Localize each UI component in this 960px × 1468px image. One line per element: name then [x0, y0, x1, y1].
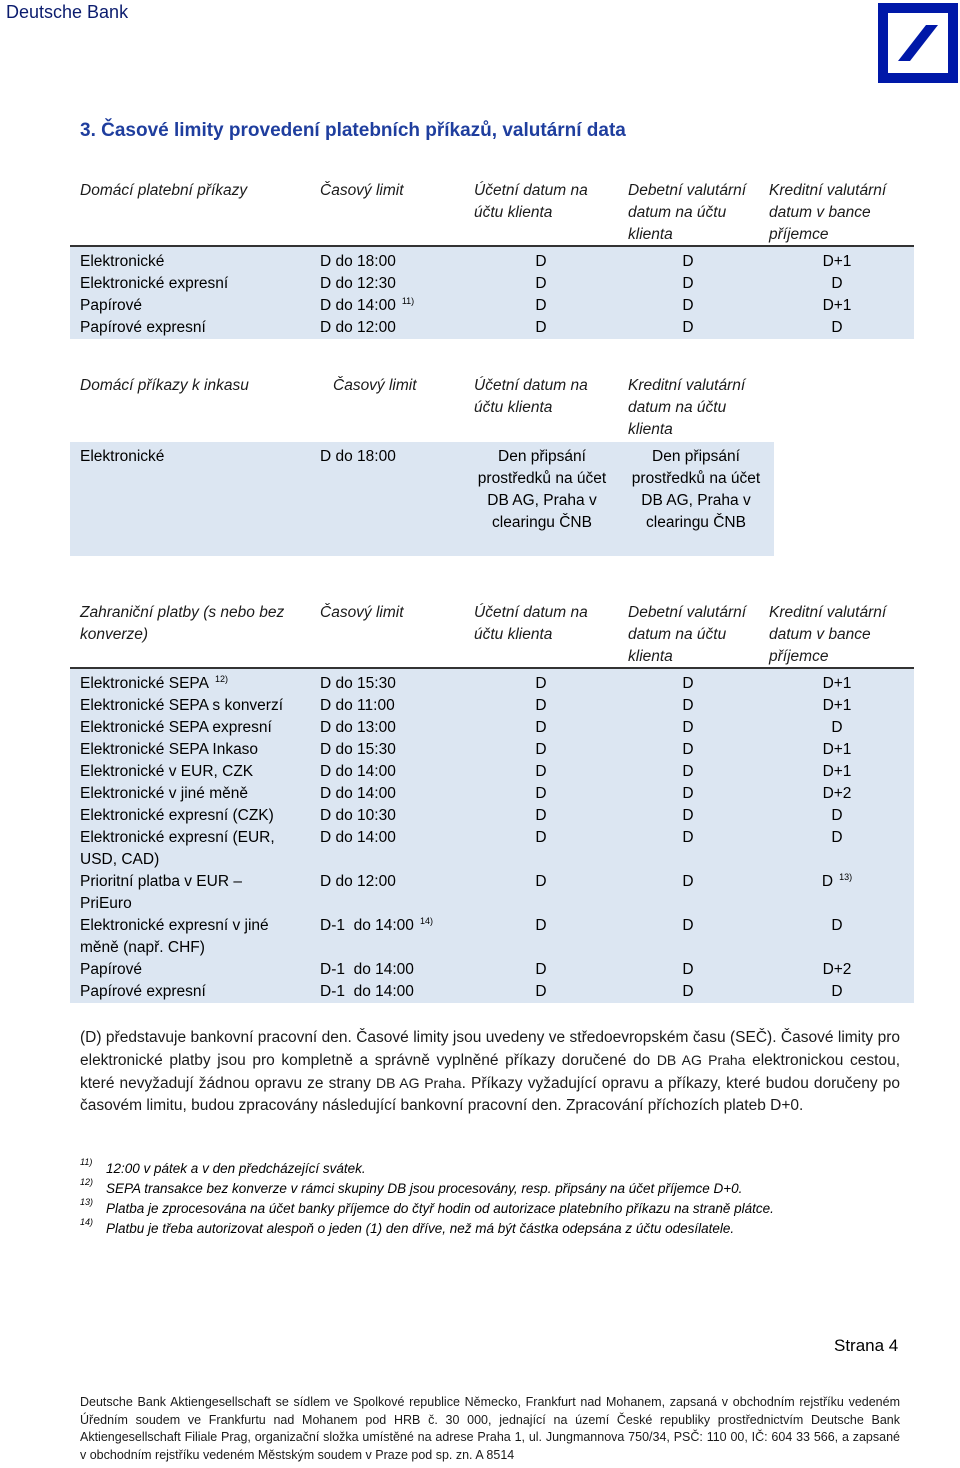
page-number: Strana 4: [834, 1336, 899, 1355]
cell-type: Elektronické SEPA Inkaso: [80, 741, 259, 758]
cell-debit: D: [682, 917, 694, 934]
cell-debit: D: [682, 961, 694, 978]
cell-limit: D do 14:00 $^{11)}$: [320, 296, 415, 314]
table-row: [70, 673, 914, 695]
cell-limit: D-1 do 14:00: [320, 983, 414, 1000]
footnotes: [80, 1158, 900, 1238]
table-row: [70, 761, 914, 783]
cell-type: Elektronické expresní (EUR, USD, CAD): [80, 829, 275, 868]
header-limit: Časový limit: [333, 377, 417, 394]
table-row: [70, 273, 914, 295]
cell-limit: D do 12:30: [320, 275, 396, 292]
cell-limit: D do 18:00: [320, 448, 396, 465]
cell-accounting: Den připsání prostředků na účet DB AG, Praha v clearingu ČNB: [477, 448, 607, 531]
cell-debit: D: [682, 253, 694, 270]
cell-debit: D: [682, 697, 694, 714]
footnote-marker: 11): [401, 296, 415, 306]
cell-limit: D do 10:30: [320, 807, 396, 824]
header-debit-value-date: Debetní valutární datum na účtu klienta: [628, 604, 747, 665]
table-row: [70, 915, 914, 959]
cell-accounting: D: [535, 275, 547, 292]
cell-type: Elektronické v EUR, CZK: [80, 763, 254, 780]
footnote-marker: 12): [214, 674, 228, 684]
cell-debit: D: [682, 719, 694, 736]
cell-credit: D+1: [822, 675, 852, 692]
cell-type: Elektronické SEPA expresní: [80, 719, 272, 736]
cell-type: Papírové: [80, 961, 143, 978]
cell-debit: D: [682, 319, 694, 336]
cell-accounting: D: [535, 697, 547, 714]
cell-debit: D: [682, 297, 694, 314]
cell-limit: D do 14:00: [320, 763, 396, 780]
table-row: [70, 959, 914, 981]
cell-accounting: D: [535, 741, 547, 758]
footnote: 12) SEPA transakce bez konverze v rámci skupiny DB jsou procesovány, resp. připsány na účet příjemce D+0.: [80, 1177, 743, 1196]
cell-type: Elektronické: [80, 448, 165, 465]
deutsche-bank-logo-icon: [878, 3, 958, 83]
header-limit: Časový limit: [320, 604, 404, 621]
cell-credit: D+1: [822, 741, 852, 758]
cell-type: Elektronické v jiné měně: [80, 785, 248, 802]
table-row: [70, 251, 914, 273]
legal-footer: Deutsche Bank Aktiengesellschaft se sídlem ve Spolkové republice Německo, Frankfurt nad Mohanem, zapsaná v obchodním rejstříku vedeném Úředním soudem ve Frankfurtu nad Mohanem pod HRB č. 30 000, jednající na území České republiky prostřednictvím Deutsche Bank Aktiengesellschaft Filiale Prag, organizační složka umístěné na adrese Praha 1, ul. Jungmannova 750/34, PSČ: 110 00, IČ: 604 33 566, a zapsané v obchodním rejstříku vedeném Městským soudem v Praze pod sp. zn. A 8514: [80, 1395, 900, 1462]
cell-limit: D do 13:00: [320, 719, 396, 736]
header-accounting-date: Účetní datum na účtu klienta: [474, 604, 588, 643]
cell-accounting: D: [535, 873, 547, 890]
table-header: [70, 375, 914, 441]
cell-credit: D $^{13)}$: [821, 872, 853, 890]
table-row: [70, 295, 914, 317]
cell-accounting: D: [535, 297, 547, 314]
cell-accounting: D: [535, 961, 547, 978]
explanation-paragraph: (D) představuje bankovní pracovní den. Časové limity jsou uvedeny ve středoevropském času (SEČ). Časové limity pro elektronické platby jsou pro kompletně a správně vyplněné příkazy doručené do DB AG Praha elektronickou cestou, které nevyžadují žádnou opravu ze strany DB AG Praha. Příkazy vyžadující opravu a příkazy, které budou doručeny po časovém limitu, budou zpracovány následující bankovní pracovní den. Zpracování příchozích plateb D+0.: [80, 1029, 901, 1114]
table-row: [70, 981, 914, 1003]
cell-limit: D do 15:30: [320, 675, 396, 692]
cell-debit: D: [682, 983, 694, 1000]
cell-debit: D: [682, 807, 694, 824]
cell-debit: D: [682, 675, 694, 692]
cell-credit: D: [831, 275, 843, 292]
cell-credit: D+1: [822, 253, 852, 270]
cell-accounting: D: [535, 983, 547, 1000]
header-accounting-date: Účetní datum na účtu klienta: [474, 182, 588, 221]
cell-limit: D-1 do 14:00 $^{14)}$: [320, 916, 433, 934]
foreign-payments-table: [70, 602, 914, 1000]
cell-credit: D+1: [822, 763, 852, 780]
cell-credit: D+2: [822, 961, 852, 978]
cell-debit: D: [682, 275, 694, 292]
cell-limit: D do 15:30: [320, 741, 396, 758]
cell-accounting: D: [535, 807, 547, 824]
table-row: [70, 695, 914, 717]
section-title: 3. Časové limity provedení platebních příkazů, valutární data: [80, 120, 626, 141]
domestic-inkaso-table: [70, 375, 914, 531]
table-header: [70, 602, 914, 668]
cell-credit: D: [831, 983, 843, 1000]
cell-accounting: D: [535, 253, 547, 270]
cell-limit: D do 12:00: [320, 873, 396, 890]
cell-accounting: D: [535, 785, 547, 802]
header-type: Zahraniční platby (s nebo bez konverze): [80, 604, 285, 643]
cell-type: Papírové: [80, 297, 143, 314]
footnote-marker: 14): [419, 916, 433, 926]
cell-accounting: D: [535, 719, 547, 736]
header-accounting-date: Účetní datum na účtu klienta: [474, 377, 588, 416]
cell-credit: D+1: [822, 697, 852, 714]
header-type: Domácí platební příkazy: [80, 182, 248, 199]
cell-accounting: D: [535, 675, 547, 692]
table-row: [70, 783, 914, 805]
cell-type: Elektronické expresní v jiné měně (např. CHF): [80, 917, 269, 956]
cell-credit: D: [831, 719, 843, 736]
cell-credit: D+2: [822, 785, 852, 802]
cell-limit: D do 14:00: [320, 829, 396, 846]
cell-credit: D: [831, 807, 843, 824]
cell-debit: D: [682, 741, 694, 758]
header-limit: Časový limit: [320, 182, 404, 199]
cell-accounting: D: [535, 319, 547, 336]
table-row: [70, 317, 914, 339]
cell-debit: D: [682, 785, 694, 802]
cell-debit: D: [682, 873, 694, 890]
table-row: [70, 805, 914, 827]
table-header: [70, 180, 914, 246]
header-type: Domácí příkazy k inkasu: [80, 377, 249, 394]
cell-accounting: D: [535, 763, 547, 780]
cell-limit: D do 11:00: [320, 697, 395, 714]
cell-type: Elektronické expresní (CZK): [80, 807, 274, 824]
cell-limit: D do 14:00: [320, 785, 396, 802]
cell-accounting: D: [535, 917, 547, 934]
cell-limit: D-1 do 14:00: [320, 961, 414, 978]
footnote-marker: 13): [839, 872, 853, 882]
cell-type: Elektronické SEPA s konverzí: [80, 697, 284, 714]
footnote: 11) 12:00 v pátek a v den předcházející svátek.: [80, 1157, 366, 1176]
table-row: [70, 446, 914, 556]
cell-limit: D do 12:00: [320, 319, 396, 336]
cell-credit: D: [831, 917, 843, 934]
cell-type: Papírové expresní: [80, 319, 206, 336]
footnote: 13) Platba je zprocesována na účet banky příjemce do čtyř hodin od autorizace platebního příkazu na straně plátce.: [80, 1197, 774, 1216]
cell-debit: D: [682, 763, 694, 780]
cell-type: Elektronické: [80, 253, 165, 270]
domestic-payments-table: [70, 180, 914, 336]
cell-type: Prioritní platba v EUR – PriEuro: [80, 873, 242, 912]
table-row: [70, 827, 914, 871]
table-row: [70, 717, 914, 739]
cell-credit: D+1: [822, 297, 852, 314]
cell-type: Papírové expresní: [80, 983, 206, 1000]
header-credit-value-date: Kreditní valutární datum na účtu klienta: [628, 377, 746, 438]
cell-credit: D: [831, 829, 843, 846]
cell-credit: D: [831, 319, 843, 336]
cell-accounting: D: [535, 829, 547, 846]
header-credit-value-date: Kreditní valutární datum v bance příjemce: [769, 182, 887, 243]
cell-type: Elektronické expresní: [80, 275, 229, 292]
footnote: 14) Platbu je třeba autorizovat alespoň o jeden (1) den dříve, než má být částka odepsána z účtu odesílatele.: [80, 1217, 735, 1236]
header-credit-value-date: Kreditní valutární datum v bance příjemce: [769, 604, 887, 665]
cell-debit: D: [682, 829, 694, 846]
cell-type: Elektronické SEPA $^{12)}$: [80, 674, 228, 692]
cell-limit: D do 18:00: [320, 253, 396, 270]
cell-credit: Den připsání prostředků na účet DB AG, Praha v clearingu ČNB: [631, 448, 761, 531]
brand-name: Deutsche Bank: [6, 2, 129, 22]
header-debit-value-date: Debetní valutární datum na účtu klienta: [628, 182, 747, 243]
table-row: [70, 739, 914, 761]
table-row: [70, 871, 914, 915]
